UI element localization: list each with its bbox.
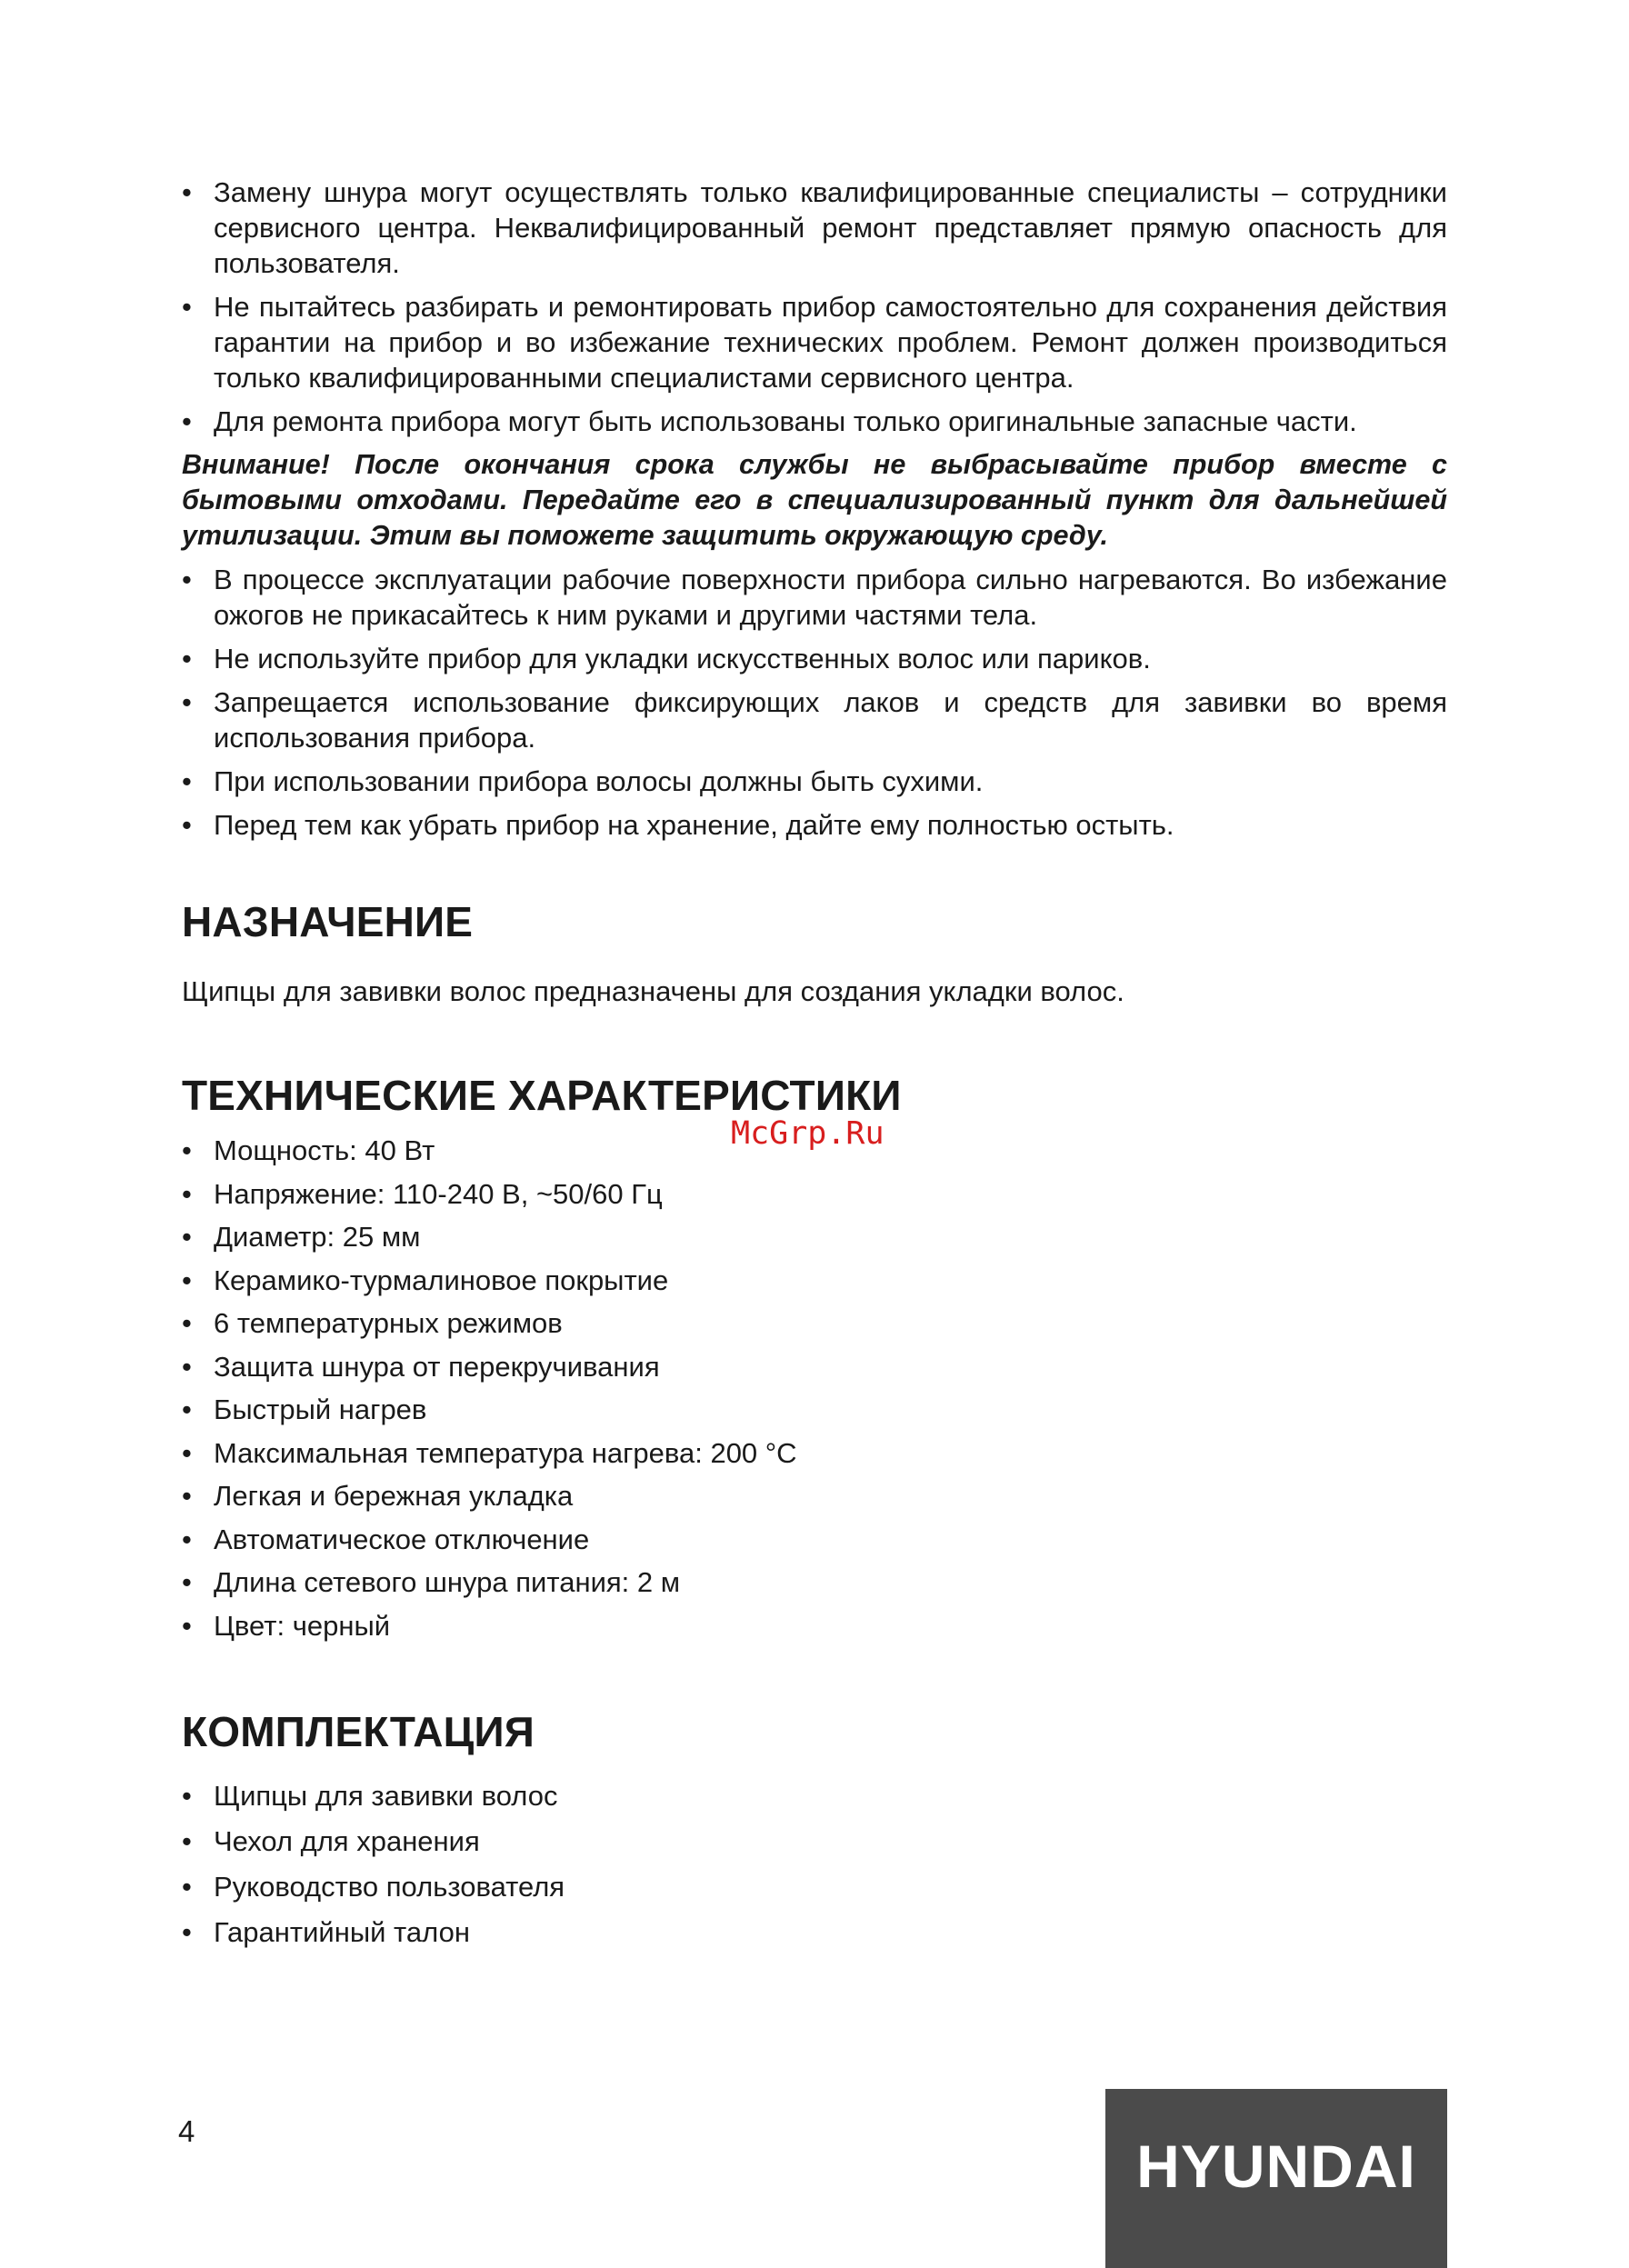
page-content xyxy=(182,175,1447,1960)
specs-section xyxy=(182,1071,1447,1644)
safety-list-1 xyxy=(182,175,1447,439)
brand-logo xyxy=(1105,2089,1447,2268)
list-item: • Замену шнура могут осуществлять только квалифицированные специалисты – сотрудники сервисного центра. Неквалифицированный ремонт представляет прямую опасность для пользователя. xyxy=(182,175,1447,281)
list-item: • Диаметр: 25 мм xyxy=(182,1219,1447,1254)
package-list xyxy=(182,1778,1447,1950)
page-number: 4 xyxy=(178,2114,195,2148)
specs-heading: ТЕХНИЧЕСКИЕ ХАРАКТЕРИСТИКИ xyxy=(182,1072,902,1119)
list-item: • При использовании прибора волосы должны быть сухими. xyxy=(182,764,1447,799)
list-item: • Длина сетевого шнура питания: 2 м xyxy=(182,1564,1447,1600)
list-item: • Перед тем как убрать прибор на хранение, дайте ему полностью остыть. xyxy=(182,807,1447,843)
list-item: • Быстрый нагрев xyxy=(182,1392,1447,1427)
list-item: • Защита шнура от перекручивания xyxy=(182,1349,1447,1384)
list-item: • Не используйте прибор для укладки искусственных волос или париков. xyxy=(182,641,1447,676)
list-item: • В процессе эксплуатации рабочие поверхности прибора сильно нагреваются. Во избежание ожогов не прикасайтесь к ним руками и другими частями тела. xyxy=(182,562,1447,633)
list-item: • Мощность: 40 Вт xyxy=(182,1133,1447,1168)
list-item: • Щипцы для завивки волос xyxy=(182,1778,1447,1813)
list-item: • Руководство пользователя xyxy=(182,1869,1447,1904)
list-item: • Автоматическое отключение xyxy=(182,1522,1447,1557)
disposal-warning: Внимание! После окончания срока службы не выбрасывайте прибор вместе с бытовыми отходами. Передайте его в специализированный пункт для дальнейшей утилизации. Этим вы поможете защитить окружающую среду. xyxy=(182,449,1447,551)
list-item: • Цвет: черный xyxy=(182,1608,1447,1644)
list-item: • Максимальная температура нагрева: 200 °C xyxy=(182,1435,1447,1471)
specs-list xyxy=(182,1133,1447,1644)
list-item: • Для ремонта прибора могут быть использованы только оригинальные запасные части. xyxy=(182,404,1447,439)
watermark: McGrp.Ru xyxy=(731,1115,884,1152)
purpose-section xyxy=(182,897,1447,1009)
list-item: • Гарантийный талон xyxy=(182,1914,1447,1950)
list-item: • Чехол для хранения xyxy=(182,1823,1447,1859)
purpose-text: Щипцы для завивки волос предназначены для создания укладки волос. xyxy=(182,975,1124,1007)
list-item: • Легкая и бережная укладка xyxy=(182,1478,1447,1514)
package-heading: КОМПЛЕКТАЦИЯ xyxy=(182,1707,535,1755)
list-item: • Не пытайтесь разбирать и ремонтировать прибор самостоятельно для сохранения действия гарантии на прибор и во избежание технических проблем. Ремонт должен производиться только квалифицированными специалистами сервисного центра. xyxy=(182,289,1447,395)
package-section xyxy=(182,1707,1447,1950)
list-item: • Напряжение: 110-240 В, ~50/60 Гц xyxy=(182,1176,1447,1212)
list-item: • 6 температурных режимов xyxy=(182,1305,1447,1341)
brand-logo-text: HYUNDAI xyxy=(1136,2132,1416,2200)
list-item: • Керамико-турмалиновое покрытие xyxy=(182,1263,1447,1298)
purpose-heading: НАЗНАЧЕНИЕ xyxy=(182,898,474,945)
safety-list-2 xyxy=(182,562,1447,843)
list-item: • Запрещается использование фиксирующих лаков и средств для завивки во время использования прибора. xyxy=(182,684,1447,755)
